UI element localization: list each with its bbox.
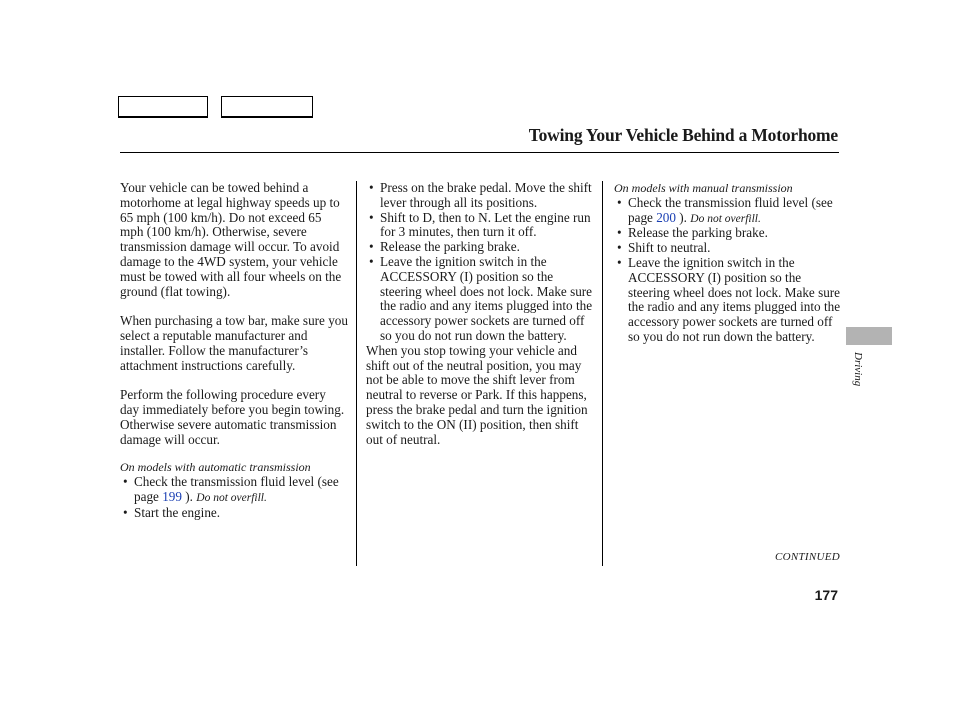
bullet-icon: • <box>123 504 128 520</box>
manual-steps-list <box>614 196 842 345</box>
title-rule <box>120 152 839 153</box>
paragraph-procedure: Perform the following procedure every day immediately before you begin towing. Otherwise severe automatic transmission damage will occur. <box>120 387 345 447</box>
bullet-icon: • <box>617 240 622 256</box>
column-divider <box>602 181 603 566</box>
page-title: Towing Your Vehicle Behind a Motorhome <box>528 125 838 145</box>
column-divider <box>356 181 357 566</box>
automatic-steps-list <box>120 475 348 520</box>
bullet-icon: • <box>369 180 374 195</box>
nav-button-next[interactable] <box>221 96 313 118</box>
nav-button-prev[interactable] <box>118 96 208 118</box>
column-3 <box>614 181 842 345</box>
list-item: • Check the transmission fluid level (see page 199 ). Do not overfill. <box>123 474 339 504</box>
column-1 <box>120 181 348 521</box>
bullet-icon: • <box>123 474 128 490</box>
list-item: • Release the parking brake. <box>369 239 520 255</box>
page-link-199[interactable]: 199 <box>162 488 182 504</box>
bullet-icon: • <box>369 209 374 225</box>
page-link-200[interactable]: 200 <box>656 209 676 225</box>
towing-steps-list <box>366 181 596 344</box>
list-item: • Start the engine. <box>123 504 221 520</box>
paragraph-tow-bar: When purchasing a tow bar, make sure you select a reputable manufacturer and installer. Follow the manufacturer’s attachment instructions carefully. <box>120 313 348 373</box>
list-item: • Press on the brake pedal. Move the shift lever through all its positions. <box>369 180 592 210</box>
bullet-icon: • <box>369 239 374 255</box>
list-item: • Leave the ignition switch in the ACCESSORY (I) position so the steering wheel does not lock. Make sure the radio and any items plugged into the accessory power sockets are turned off so you do not run down the battery. <box>369 253 593 343</box>
subhead-automatic: On models with automatic transmission <box>120 460 311 475</box>
paragraph-tow-speed: Your vehicle can be towed behind a motorhome at legal highway speeds up to 65 mph (100 km/h). Do not exceed 65 mph (100 km/h). Otherwise, severe transmission damage will occur. To avoid damage to the 4WD system, your vehicle must be towed with all four wheels on the ground (flat towing). <box>120 180 342 299</box>
list-item: • Leave the ignition switch in the ACCESSORY (I) position so the steering wheel does not lock. Make sure the radio and any items plugged into the accessory power sockets are turned off so you do not run down the battery. <box>617 254 841 344</box>
bullet-icon: • <box>617 254 622 270</box>
subhead-manual: On models with manual transmission <box>614 181 793 195</box>
note-do-not-overfill: Do not overfill. <box>690 212 761 225</box>
list-item: • Shift to neutral. <box>617 240 711 256</box>
section-label: Driving <box>852 352 864 387</box>
bullet-icon: • <box>617 225 622 241</box>
column-2 <box>366 181 596 462</box>
section-tab[interactable] <box>846 327 892 345</box>
continued-label: CONTINUED <box>774 551 840 563</box>
bullet-icon: • <box>369 253 374 269</box>
bullet-icon: • <box>617 194 622 210</box>
note-do-not-overfill: Do not overfill. <box>196 491 267 504</box>
paragraph-stop-towing: When you stop towing your vehicle and shift out of the neutral position, you may not be able to move the shift lever from neutral to reverse or Park. If this happens, press the brake pedal and turn the ignition switch to the ON (II) position, then shift out of neutral. <box>366 342 588 447</box>
list-item: • Release the parking brake. <box>617 225 768 241</box>
list-item: • Check the transmission fluid level (see page 200 ). Do not overfill. <box>617 194 833 225</box>
page-number: 177 <box>814 587 838 603</box>
list-item: • Shift to D, then to N. Let the engine run for 3 minutes, then turn it off. <box>369 209 591 240</box>
